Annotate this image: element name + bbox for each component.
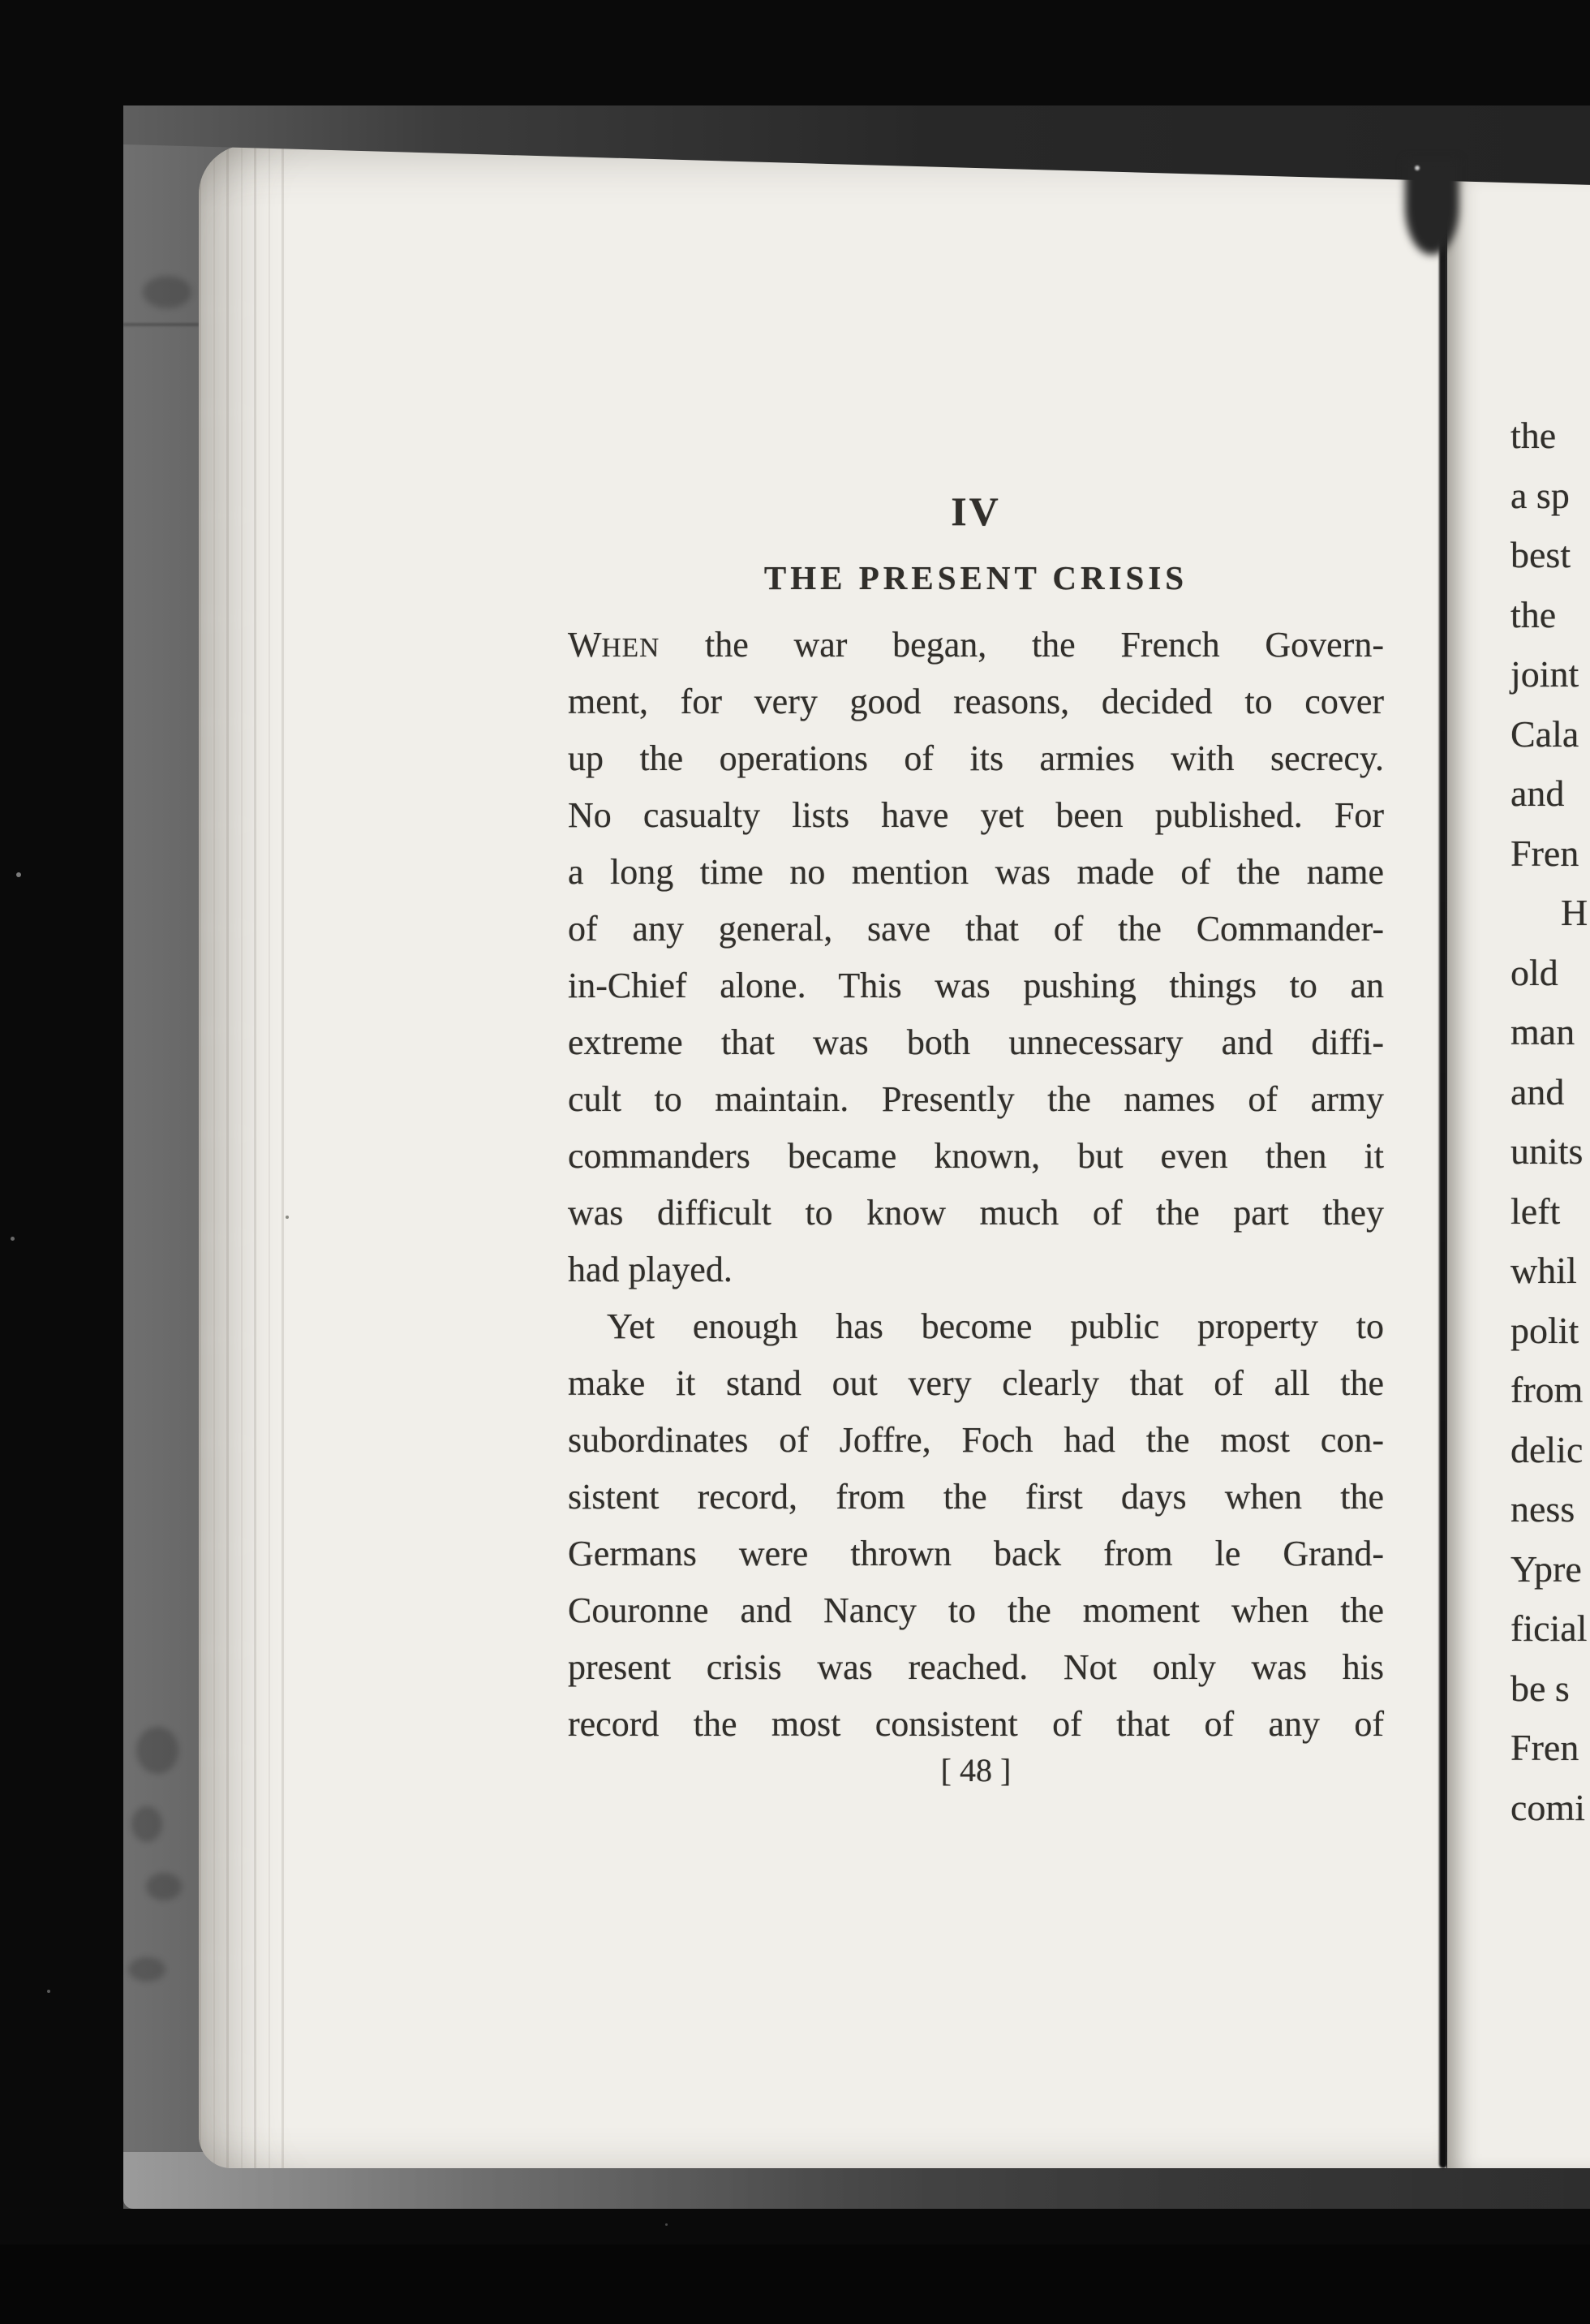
- partial-text-line: man: [1510, 1011, 1575, 1052]
- cover-blotch: [146, 1873, 182, 1900]
- text-line: of any general, save that of the Commander-: [568, 909, 1384, 949]
- text-line: make it stand out very clearly that of all the: [568, 1363, 1384, 1403]
- text-line: present crisis was reached. Not only was his: [568, 1647, 1384, 1687]
- text-line: cult to maintain. Presently the names of army: [568, 1079, 1384, 1119]
- text-line: extreme that was both unnecessary and diffi-: [568, 1022, 1384, 1062]
- partial-text-line: polit: [1510, 1309, 1579, 1351]
- partial-text-line: ness: [1510, 1488, 1575, 1530]
- fore-edge-striations: [199, 144, 288, 2168]
- text-line: a long time no mention was made of the name: [568, 852, 1384, 892]
- text-line: had played.: [568, 1250, 733, 1289]
- partial-text-line: joint: [1510, 653, 1579, 695]
- partial-text-line: a sp: [1510, 474, 1570, 516]
- dust-speck: [11, 1237, 15, 1241]
- partial-text-line: best: [1510, 534, 1571, 575]
- partial-text-line: Cala: [1510, 712, 1579, 755]
- text-line: was difficult to know much of the part they: [568, 1193, 1384, 1233]
- dust-speck: [286, 1216, 289, 1219]
- page-gutter-shadow: [1439, 179, 1447, 2168]
- partial-text-line: Fren: [1510, 832, 1579, 874]
- dust-speck: [1415, 166, 1420, 170]
- partial-text-line: H: [1561, 892, 1588, 933]
- facing-page-text-column: [1510, 406, 1590, 1837]
- text-line: Germans were thrown back from le Grand-: [568, 1534, 1384, 1573]
- partial-text-line: the: [1510, 593, 1557, 635]
- cover-seam: [123, 323, 199, 326]
- book-page-left: [199, 144, 1446, 2168]
- text-line: record the most consistent of that of any of: [568, 1704, 1384, 1744]
- page-number: [ 48 ]: [940, 1752, 1012, 1788]
- partial-text-line: whil: [1510, 1250, 1577, 1291]
- partial-text-line: ficial: [1510, 1607, 1588, 1649]
- dust-speck: [665, 2223, 668, 2226]
- cover-blotch: [136, 1727, 178, 1774]
- cover-blotch: [131, 1806, 162, 1842]
- gutter-top-shadow: [1405, 159, 1459, 255]
- text-line: WHEN the war began, the French Govern-: [568, 625, 1384, 665]
- dust-speck: [16, 872, 21, 877]
- text-line: No casualty lists have yet been published. For: [568, 795, 1384, 835]
- text-line: ment, for very good reasons, decided to cover: [568, 682, 1384, 721]
- cover-blotch: [128, 1957, 165, 1982]
- partial-text-line: and: [1510, 1070, 1565, 1113]
- partial-text-line: old: [1510, 951, 1558, 993]
- partial-text-line: from: [1510, 1369, 1584, 1410]
- partial-text-line: left: [1510, 1190, 1561, 1232]
- partial-text-line: delic: [1510, 1428, 1584, 1470]
- text-line: Couronne and Nancy to the moment when the: [568, 1590, 1384, 1630]
- partial-text-line: Fren: [1510, 1727, 1579, 1768]
- text-line: in-Chief alone. This was pushing things to an: [568, 966, 1384, 1005]
- text-line: Yet enough has become public property to: [607, 1306, 1384, 1346]
- partial-text-line: Ypre: [1510, 1547, 1582, 1590]
- chapter-number: IV: [951, 488, 1001, 534]
- scanner-bed-bottom: [0, 2244, 1590, 2324]
- partial-text-line: units: [1510, 1130, 1584, 1172]
- text-line: sistent record, from the first days when the: [568, 1477, 1384, 1517]
- partial-text-line: the: [1510, 415, 1557, 456]
- book-page-right: [1447, 180, 1590, 2168]
- partial-text-line: comi: [1510, 1786, 1585, 1828]
- text-line: subordinates of Joffre, Foch had the most con-: [568, 1420, 1384, 1460]
- cover-blotch: [143, 276, 191, 308]
- dust-speck: [47, 1990, 50, 1993]
- text-line: commanders became known, but even then it: [568, 1136, 1384, 1176]
- chapter-title: THE PRESENT CRISIS: [763, 559, 1188, 596]
- text-line: up the operations of its armies with secrecy.: [568, 738, 1384, 778]
- partial-text-line: be s: [1510, 1667, 1570, 1709]
- page-text-column: [568, 617, 1384, 1753]
- partial-text-line: and: [1510, 773, 1565, 814]
